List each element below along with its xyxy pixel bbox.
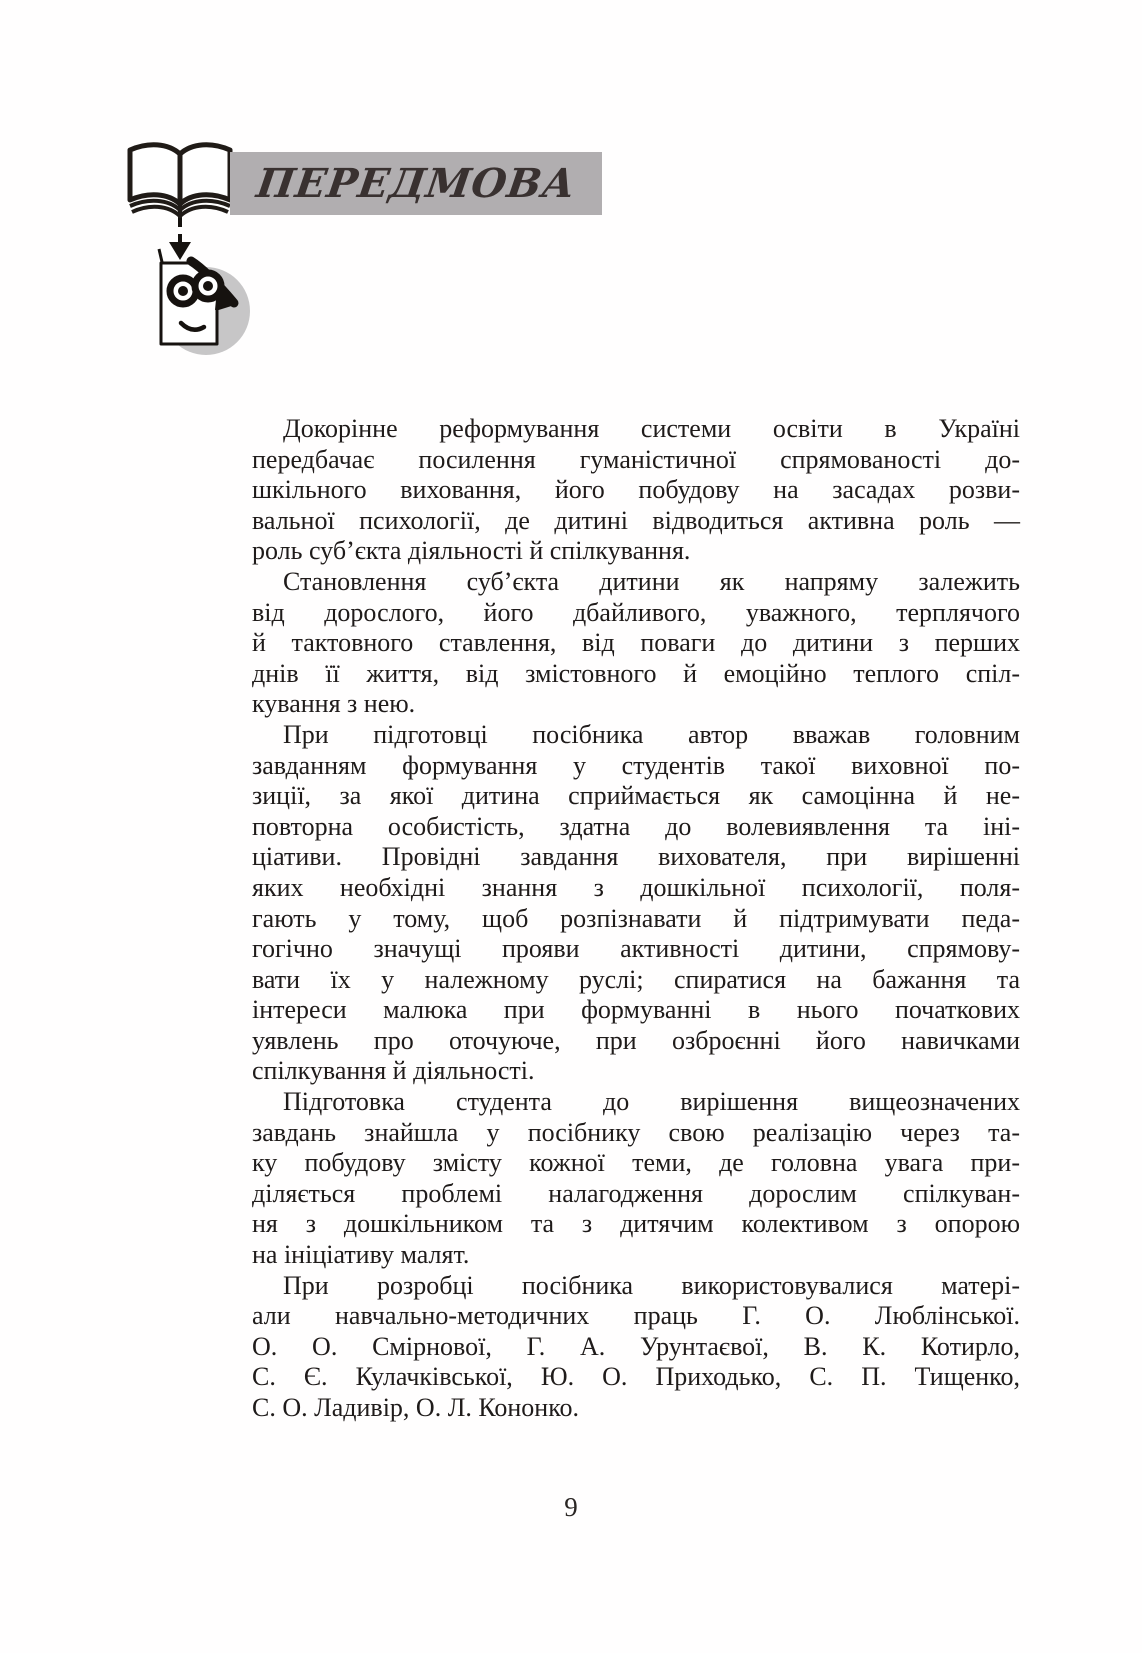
text-line: спілкування й діяльності. [252, 1056, 535, 1086]
text-line: вальної психології, де дитині відводиться активна роль — [252, 505, 1020, 535]
text-line: али навчально-методичних праць Г. О. Люблінської. [252, 1301, 1020, 1331]
text-line: шкільного виховання, його побудову на засадах розви- [252, 475, 1020, 505]
body-text [252, 414, 1020, 1424]
text-line: Становлення суб’єкта дитини як напряму залежить [283, 566, 1020, 596]
text-line: ня з дошкільником та з дитячим колективом з опорою [252, 1209, 1020, 1239]
text-line: передбачає посилення гуманістичної спрямованості до- [252, 444, 1020, 474]
text-line: завдань знайшла у посібнику свою реалізацію через та- [252, 1117, 1020, 1147]
text-line: днів її життя, від змістовного й емоційно теплого спіл- [252, 658, 1020, 688]
text-line: від дорослого, його дбайливого, уважного, терплячого [252, 597, 1020, 627]
open-book-icon [122, 138, 238, 226]
text-line: гають у тому, щоб розпізнавати й підтримувати педа- [252, 903, 1020, 933]
text-line: зиції, за якої дитина сприймається як самоцінна й не- [252, 781, 1020, 811]
chapter-banner [230, 152, 602, 215]
text-line: С. Є. Кулачківської, Ю. О. Приходько, С. П. Тищенко, [252, 1362, 1020, 1392]
text-line: уявлень про оточуюче, при озброєнні його навичками [252, 1025, 1020, 1055]
paragraph [252, 414, 1020, 567]
text-line: При розробці посібника використовувалися матері- [283, 1270, 1020, 1300]
text-line: вати їх у належному руслі; спиратися на бажання та [252, 964, 1020, 994]
paragraph [252, 1271, 1020, 1424]
text-line: ціативи. Провідні завдання вихователя, при вирішенні [252, 842, 1020, 872]
text-line: на ініціативу малят. [252, 1240, 470, 1270]
text-line: Підготовка студента до вирішення вищеозначених [283, 1087, 1020, 1117]
text-line: гогічно значущі прояви активності дитини, спрямову- [252, 934, 1020, 964]
text-line: інтереси малюка при формуванні в нього початкових [252, 995, 1020, 1025]
chapter-title: ПЕРЕДМОВА [253, 160, 579, 207]
text-line: повторна особистість, здатна до волевиявлення та іні- [252, 811, 1020, 841]
text-line: й тактовного ставлення, від поваги до дитини з перших [252, 628, 1020, 658]
page-number: 9 [564, 1492, 578, 1522]
text-line: завданням формування у студентів такої виховної по- [252, 750, 1020, 780]
text-line: діляється проблемі налагодження дорослим спілкуван- [252, 1178, 1020, 1208]
paragraph [252, 1087, 1020, 1271]
reader-face-icon [145, 243, 260, 355]
text-line: ку побудову змісту кожної теми, де головна увага при- [252, 1148, 1020, 1178]
paragraph [252, 720, 1020, 1087]
paragraph [252, 567, 1020, 720]
text-line: яких необхідні знання з дошкільної психології, поля- [252, 872, 1020, 902]
text-line: О. О. Смірнової, Г. А. Урунтаєвої, В. К. Котирло, [252, 1331, 1020, 1361]
text-line: кування з нею. [252, 689, 416, 719]
text-line: При підготовці посібника автор вважав головним [283, 719, 1020, 749]
text-line: Докорінне реформування системи освіти в Україні [283, 414, 1020, 443]
text-line: С. О. Ладивір, О. Л. Кононко. [252, 1393, 580, 1422]
text-line: роль суб’єкта діяльності й спілкування. [252, 536, 691, 566]
